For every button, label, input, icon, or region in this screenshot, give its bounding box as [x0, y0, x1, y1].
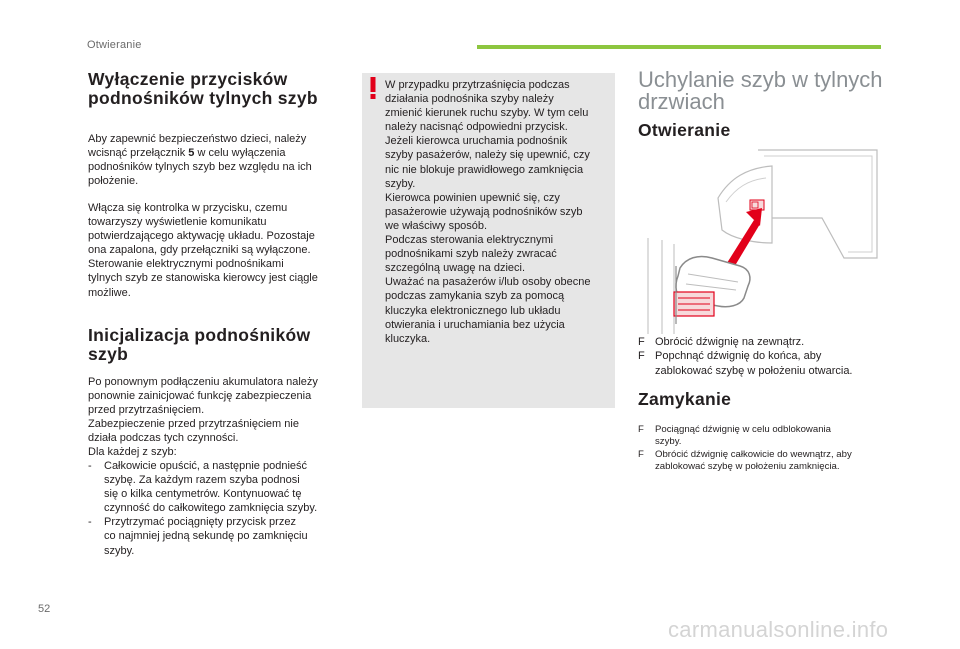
watermark: carmanualsonline.info — [668, 617, 889, 642]
list-item — [638, 424, 893, 449]
subsection-title-opening: Otwieranie — [638, 120, 731, 140]
section-title-disable-rear-windows — [88, 70, 343, 108]
closing-steps-list — [638, 424, 893, 474]
bullet-marker: F — [638, 424, 644, 435]
paragraph-child-safety — [88, 132, 343, 188]
bullet-marker: F — [638, 336, 645, 348]
dash-marker: - — [88, 460, 92, 472]
section-header-label: Otwieranie — [87, 39, 142, 51]
bullet-marker: F — [638, 448, 644, 460]
section-title-window-init — [88, 326, 343, 364]
warning-text: W przypadku przytrzaśnięcia podczas działania podnośnika szyby należy zmienić kierunek ruchu szyby. W tym celu należy nacisnąć odpowiedni przycisk. Jeżeli kierowca uruchamia podnośnik szyby pasażerów, należy się upewnić, czy nic nie blokuje prawidłowego zamknięcia szyby. Kierowca powinien upewnić się, czy pasażerowie używają podnośników szyb we właściwy sposób. Podczas sterowania elektrycznymi podnośnikami szyb należy zwracać szczególną uwagę na dzieci. Uważać na pasażerów i/lub osoby obecne podczas zamykania szyb za pomocą kluczyka elektronicznego lub układu otwierania i uruchamiania bez użycia kluczyka. — [385, 79, 591, 345]
text-run: Aby zapewnić bezpieczeństwo dzieci, należy wcisnąć przełącznik — [88, 133, 307, 160]
list-item-text: Popchnąć dźwignię do końca, aby zablokować szybę w położeniu otwarcia. — [655, 350, 853, 377]
title-line-2: szyb — [88, 344, 129, 364]
section-header-bar — [477, 45, 881, 49]
title-line-2: podnośników tylnych szyb — [88, 88, 318, 108]
subsection-title-closing: Zamykanie — [638, 389, 732, 409]
title-line-2: drzwiach — [638, 89, 725, 114]
list-item-text: Obrócić dźwignię na zewnątrz. — [655, 336, 805, 348]
list-item — [638, 349, 893, 378]
switch-number: 5 — [188, 147, 195, 160]
title-line-1: Uchylanie szyb w tylnych — [638, 67, 883, 92]
paragraph-reinitialization: Po ponownym podłączeniu akumulatora należy ponownie zainicjować funkcję zabezpieczenia przed przytrzaśnięciem. Zabezpieczenie przed przytrzaśnięciem nie działa podczas tych czynności. Dla każdej z szyb: — [88, 376, 318, 459]
page-number: 52 — [38, 603, 51, 615]
list-item — [88, 459, 346, 515]
dash-marker: - — [88, 516, 92, 529]
opening-steps-list — [638, 335, 893, 378]
warning-exclamation-icon — [369, 77, 377, 99]
list-item — [88, 515, 346, 557]
window-latch-illustration — [622, 148, 882, 334]
list-item — [638, 449, 893, 474]
text-run: w celu wyłączenia podnośników tylnych szyb bez względu na ich położenie. — [88, 147, 312, 188]
list-item-text: Pociągnąć dźwignię w celu odblokowania szyby. — [655, 424, 831, 448]
list-item-text: Obrócić dźwignię całkowicie do wewnątrz, aby zablokować szybę w położeniu zamknięcia. — [655, 448, 852, 473]
title-line-1: Wyłączenie przycisków — [88, 69, 288, 89]
paragraph-indicator-light: Włącza się kontrolka w przycisku, czemu towarzyszy wyświetlenie komunikatu potwierdzającego aktywację układu. Pozostaje ona zapalona, gdy przełączniki są wyłączone. Sterowanie elektrycznymi podnośnikami tylnych szyb ze stanowiska kierowcy jest ciągle możliwe. — [88, 202, 318, 299]
list-item-text: Całkowicie opuścić, a następnie podnieść szybę. Za każdym razem szyba podnosi się o kilka centymetrów. Kontynuować tę czynność do całkowitego zamknięcia szyby. — [104, 460, 318, 515]
init-steps-list — [88, 459, 346, 558]
list-item — [638, 335, 893, 349]
bullet-marker: F — [638, 350, 645, 363]
list-item-text: Przytrzymać pociągnięty przycisk przez co najmniej jedną sekundę po zamknięciu szyby. — [104, 516, 308, 557]
title-line-1: Inicjalizacja podnośników — [88, 325, 311, 345]
section-title-rear-window-opening — [638, 69, 888, 113]
